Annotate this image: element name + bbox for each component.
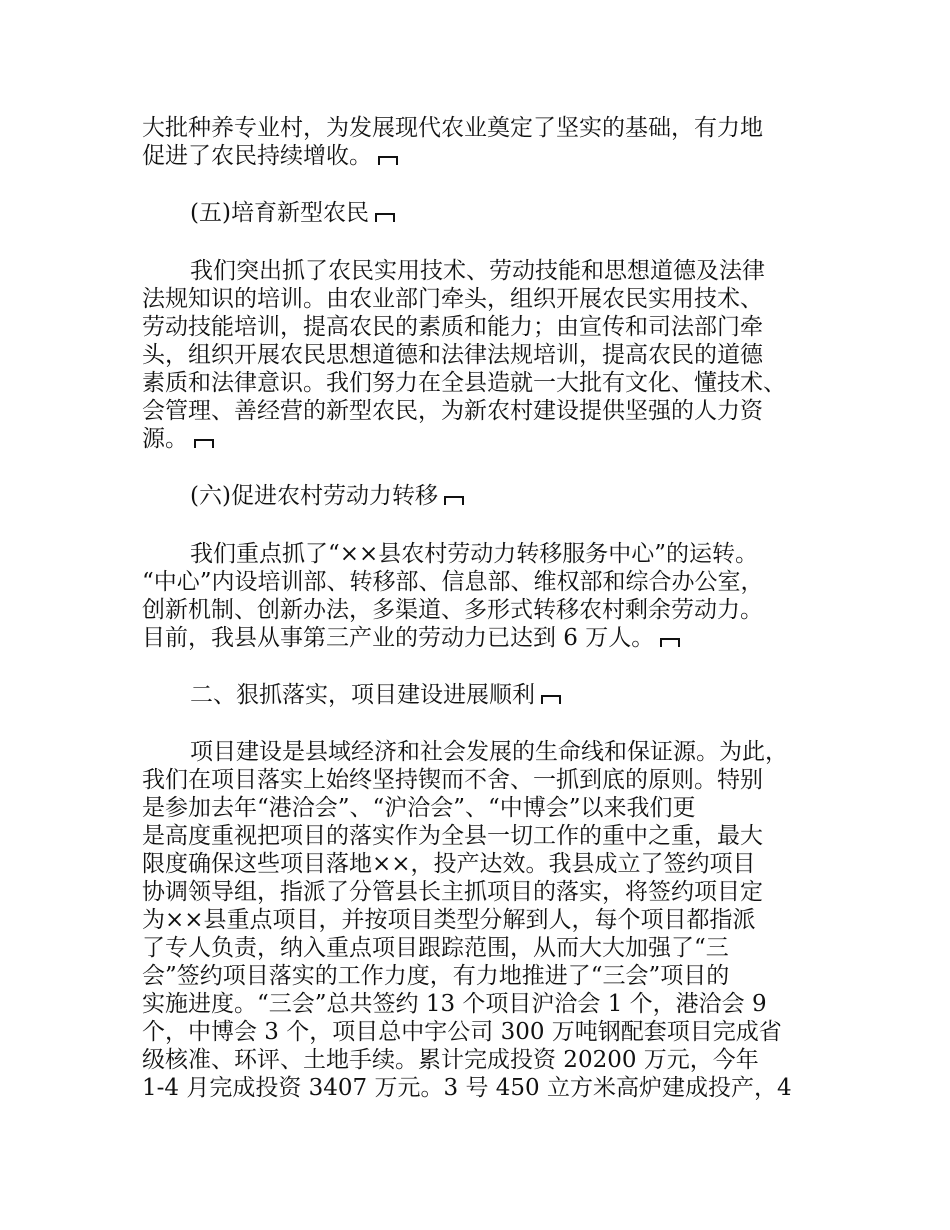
- text-line: 促进了农民持续增收。: [142, 142, 398, 170]
- text-line: 级核准、环评、土地手续。累计完成投资 20200 万元，今年: [142, 1047, 759, 1073]
- paragraph-mark-icon: [375, 213, 395, 222]
- text-line: 协调领导组，指派了分管县长主抓项目的落实，将签约项目定: [142, 879, 763, 905]
- text-line: “中心”内设培训部、转移部、信息部、维权部和综合办公室，: [142, 569, 764, 595]
- text-line: 是高度重视把项目的落实作为全县一切工作的重中之重，最大: [142, 823, 763, 849]
- paragraph-mark-icon: [541, 695, 561, 704]
- text-line: 我们突出抓了农民实用技术、劳动技能和思想道德及法律: [190, 258, 765, 284]
- text-line: 了专人负责，纳入重点项目跟踪范围，从而大大加强了“三: [142, 935, 729, 961]
- paragraph-mark-icon: [194, 439, 214, 448]
- text-line: 我们重点抓了“××县农村劳动力转移服务中心”的运转。: [190, 541, 759, 567]
- text-line: 素质和法律意识。我们努力在全县造就一大批有文化、懂技术、: [142, 370, 786, 396]
- text-line: 个，中博会 3 个，项目总中宇公司 300 万吨钢配套项目完成省: [142, 1019, 782, 1045]
- text-line: 创新机制、创新办法，多渠道、多形式转移农村剩余劳动力。: [142, 597, 763, 623]
- text-line: 限度确保这些项目落地××，投产达效。我县成立了签约项目: [142, 851, 756, 877]
- text-line: 法规知识的培训。由农业部门牵头，组织开展农民实用技术、: [142, 286, 763, 312]
- text-line: 会管理、善经营的新型农民，为新农村建设提供坚强的人力资: [142, 398, 763, 424]
- text-line: 会”签约项目落实的工作力度，有力地推进了“三会”项目的: [142, 963, 730, 989]
- text-line: 实施进度。“三会”总共签约 13 个项目沪洽会 1 个，港洽会 9: [142, 991, 767, 1017]
- text-line: 项目建设是县域经济和社会发展的生命线和保证源。为此，: [190, 739, 788, 765]
- paragraph-mark-icon: [378, 156, 398, 165]
- text-line: 我们在项目落实上始终坚持锲而不舍、一抓到底的原则。特别: [142, 767, 763, 793]
- text-line: 大批种养专业村，为发展现代农业奠定了坚实的基础，有力地: [142, 115, 763, 141]
- paragraph-mark-icon: [660, 638, 680, 647]
- text-line: 源。: [142, 425, 214, 453]
- text-line: 头，组织开展农民思想道德和法律法规培训，提高农民的道德: [142, 342, 763, 368]
- section-heading: (五)培育新型农民: [190, 199, 395, 227]
- paragraph-mark-icon: [444, 496, 464, 505]
- text-line: 为××县重点项目，并按项目类型分解到人，每个项目都指派: [142, 907, 756, 933]
- text-line: 目前，我县从事第三产业的劳动力已达到 6 万人。: [142, 624, 680, 652]
- text-line: 是参加去年“港洽会”、“沪洽会”、“中博会”以来我们更: [142, 795, 696, 821]
- text-line: 1-4 月完成投资 3407 万元。3 号 450 立方米高炉建成投产，4: [142, 1075, 792, 1101]
- section-heading: (六)促进农村劳动力转移: [190, 482, 464, 510]
- section-heading: 二、狠抓落实，项目建设进展顺利: [190, 681, 561, 709]
- text-line: 劳动技能培训，提高农民的素质和能力；由宣传和司法部门牵: [142, 314, 763, 340]
